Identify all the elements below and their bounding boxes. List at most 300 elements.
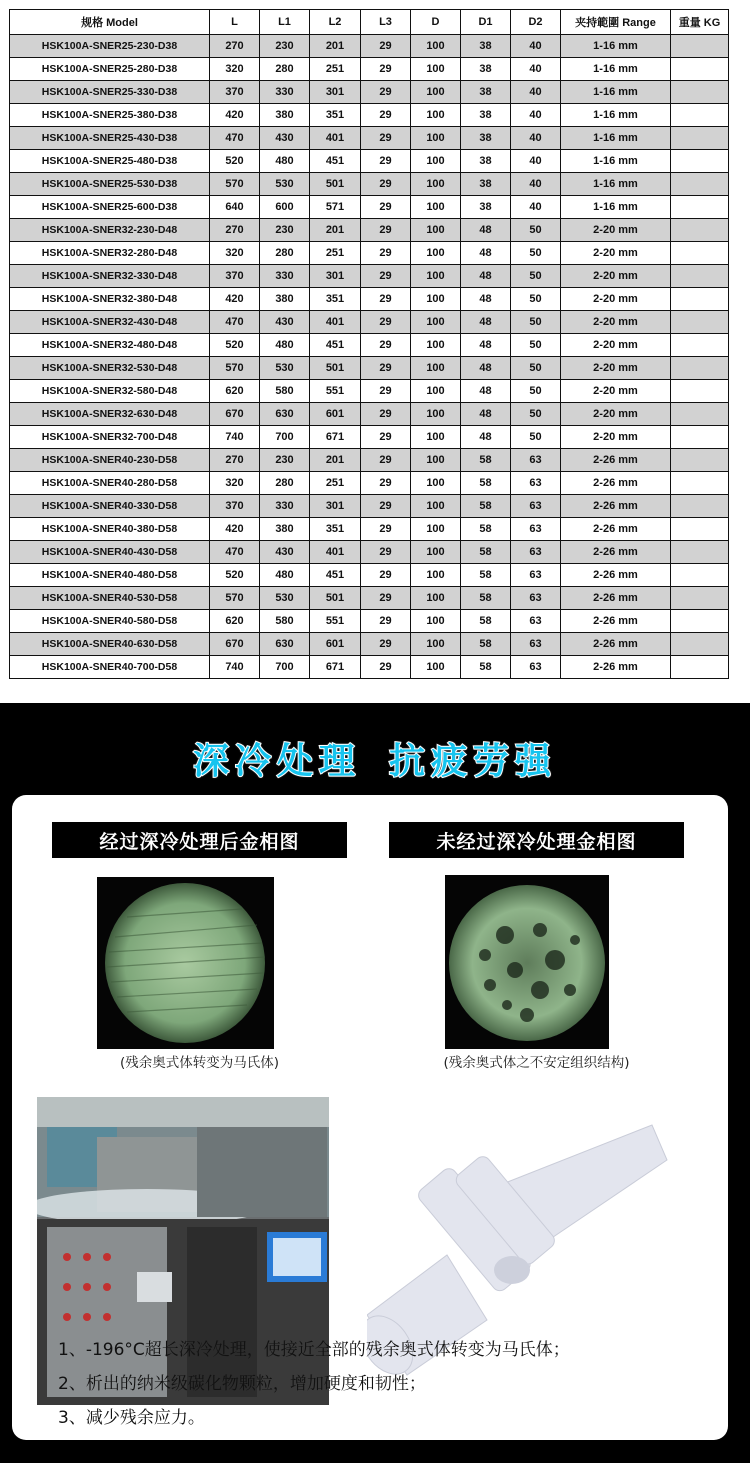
table-cell: 2-26 mm	[561, 449, 671, 472]
table-row	[10, 311, 729, 334]
table-cell: 620	[210, 610, 260, 633]
table-cell: 201	[310, 35, 361, 58]
table-cell: 58	[461, 656, 511, 679]
table-cell	[671, 58, 729, 81]
table-row	[10, 610, 729, 633]
table-cell: 2-20 mm	[561, 242, 671, 265]
table-cell: 100	[411, 58, 461, 81]
table-cell	[671, 426, 729, 449]
table-cell: 29	[361, 633, 411, 656]
table-cell: 1-16 mm	[561, 127, 671, 150]
table-cell: 270	[210, 449, 260, 472]
table-cell: 251	[310, 242, 361, 265]
table-cell: 48	[461, 265, 511, 288]
model-cell: HSK100A-SNER40-580-D58	[10, 610, 210, 633]
table-cell: 670	[210, 633, 260, 656]
table-cell: 301	[310, 81, 361, 104]
table-cell	[671, 81, 729, 104]
table-cell: 29	[361, 449, 411, 472]
table-cell	[671, 564, 729, 587]
table-cell: 63	[511, 633, 561, 656]
table-cell: 1-16 mm	[561, 196, 671, 219]
table-cell: 100	[411, 656, 461, 679]
column-header: D2	[511, 10, 561, 35]
table-cell: 38	[461, 35, 511, 58]
column-header: L3	[361, 10, 411, 35]
table-cell: 380	[260, 104, 310, 127]
table-cell: 38	[461, 196, 511, 219]
table-cell: 38	[461, 104, 511, 127]
table-cell: 58	[461, 541, 511, 564]
table-cell: 100	[411, 127, 461, 150]
table-cell: 330	[260, 495, 310, 518]
table-cell: 700	[260, 656, 310, 679]
table-cell	[671, 656, 729, 679]
table-cell: 40	[511, 127, 561, 150]
table-cell: 100	[411, 242, 461, 265]
table-row	[10, 587, 729, 610]
table-cell: 58	[461, 610, 511, 633]
table-cell: 40	[511, 35, 561, 58]
table-cell: 280	[260, 58, 310, 81]
table-row	[10, 426, 729, 449]
model-cell: HSK100A-SNER32-530-D48	[10, 357, 210, 380]
table-cell: 330	[260, 81, 310, 104]
table-cell: 48	[461, 311, 511, 334]
table-cell: 50	[511, 288, 561, 311]
model-cell: HSK100A-SNER40-630-D58	[10, 633, 210, 656]
table-cell: 530	[260, 357, 310, 380]
table-cell: 380	[260, 288, 310, 311]
table-cell: 420	[210, 518, 260, 541]
table-row	[10, 150, 729, 173]
table-cell: 430	[260, 127, 310, 150]
table-cell: 100	[411, 196, 461, 219]
headline-left: 深冷处理	[192, 741, 361, 782]
table-cell: 58	[461, 587, 511, 610]
table-cell: 100	[411, 403, 461, 426]
table-row	[10, 35, 729, 58]
table-cell: 63	[511, 587, 561, 610]
model-cell: HSK100A-SNER40-480-D58	[10, 564, 210, 587]
table-cell: 29	[361, 219, 411, 242]
table-cell: 2-26 mm	[561, 541, 671, 564]
model-cell: HSK100A-SNER32-700-D48	[10, 426, 210, 449]
table-row	[10, 196, 729, 219]
table-cell: 29	[361, 472, 411, 495]
table-body	[10, 35, 729, 679]
table-cell: 451	[310, 564, 361, 587]
model-cell: HSK100A-SNER40-430-D58	[10, 541, 210, 564]
table-cell: 29	[361, 196, 411, 219]
table-cell: 40	[511, 81, 561, 104]
table-row	[10, 633, 729, 656]
table-row	[10, 564, 729, 587]
table-cell: 551	[310, 610, 361, 633]
table-cell: 100	[411, 173, 461, 196]
table-cell	[671, 173, 729, 196]
table-cell: 50	[511, 265, 561, 288]
table-cell: 48	[461, 288, 511, 311]
table-cell: 301	[310, 495, 361, 518]
untreated-micrograph	[445, 875, 609, 1049]
model-cell: HSK100A-SNER25-330-D38	[10, 81, 210, 104]
table-cell: 50	[511, 219, 561, 242]
table-cell: 29	[361, 35, 411, 58]
model-cell: HSK100A-SNER32-280-D48	[10, 242, 210, 265]
column-header: 规格 Model	[10, 10, 210, 35]
table-cell: 530	[260, 173, 310, 196]
table-cell	[671, 449, 729, 472]
table-cell: 351	[310, 518, 361, 541]
table-cell: 48	[461, 380, 511, 403]
table-row	[10, 357, 729, 380]
table-cell: 40	[511, 196, 561, 219]
table-cell: 100	[411, 311, 461, 334]
table-cell	[671, 311, 729, 334]
table-cell: 100	[411, 564, 461, 587]
column-header: D1	[461, 10, 511, 35]
table-cell: 470	[210, 541, 260, 564]
table-cell: 520	[210, 150, 260, 173]
table-cell: 40	[511, 150, 561, 173]
table-cell: 280	[260, 472, 310, 495]
table-cell	[671, 104, 729, 127]
table-cell: 29	[361, 564, 411, 587]
table-cell: 100	[411, 633, 461, 656]
table-cell: 58	[461, 518, 511, 541]
table-cell: 29	[361, 242, 411, 265]
table-cell: 2-26 mm	[561, 587, 671, 610]
table-cell: 570	[210, 173, 260, 196]
table-cell: 2-20 mm	[561, 219, 671, 242]
table-cell: 58	[461, 472, 511, 495]
feature-item: 2、析出的纳米级碳化物颗粒，增加硬度和韧性；	[58, 1374, 426, 1394]
table-cell: 100	[411, 150, 461, 173]
model-cell: HSK100A-SNER40-230-D58	[10, 449, 210, 472]
table-cell: 401	[310, 127, 361, 150]
model-cell: HSK100A-SNER32-380-D48	[10, 288, 210, 311]
table-cell: 2-20 mm	[561, 265, 671, 288]
table-cell: 601	[310, 633, 361, 656]
table-cell: 1-16 mm	[561, 35, 671, 58]
table-cell: 630	[260, 633, 310, 656]
table-cell: 50	[511, 357, 561, 380]
table-cell: 29	[361, 311, 411, 334]
table-cell: 48	[461, 219, 511, 242]
table-cell: 50	[511, 380, 561, 403]
table-cell: 100	[411, 35, 461, 58]
table-cell: 700	[260, 426, 310, 449]
table-cell: 29	[361, 656, 411, 679]
table-cell: 480	[260, 334, 310, 357]
table-cell	[671, 242, 729, 265]
table-cell: 570	[210, 587, 260, 610]
table-cell: 100	[411, 426, 461, 449]
table-cell: 420	[210, 104, 260, 127]
table-cell: 601	[310, 403, 361, 426]
table-cell	[671, 587, 729, 610]
table-cell: 29	[361, 380, 411, 403]
model-cell: HSK100A-SNER32-580-D48	[10, 380, 210, 403]
table-cell	[671, 610, 729, 633]
table-cell: 2-26 mm	[561, 610, 671, 633]
table-cell: 100	[411, 518, 461, 541]
feature-list	[58, 1333, 570, 1435]
table-cell: 29	[361, 150, 411, 173]
table-cell: 100	[411, 449, 461, 472]
feature-item: 3、减少残余应力。	[58, 1408, 205, 1428]
table-cell: 29	[361, 58, 411, 81]
model-cell: HSK100A-SNER40-380-D58	[10, 518, 210, 541]
table-cell: 451	[310, 334, 361, 357]
untreated-label: 未经过深冷处理金相图	[389, 822, 684, 858]
table-row	[10, 656, 729, 679]
feature-item: 1、-196°C超长深冷处理，使接近全部的残余奥式体转变为马氏体；	[58, 1340, 570, 1360]
headline	[0, 733, 750, 784]
model-cell: HSK100A-SNER32-330-D48	[10, 265, 210, 288]
table-cell: 29	[361, 81, 411, 104]
table-cell: 600	[260, 196, 310, 219]
table-row	[10, 472, 729, 495]
table-cell: 2-20 mm	[561, 426, 671, 449]
table-row	[10, 541, 729, 564]
table-cell	[671, 265, 729, 288]
table-row	[10, 288, 729, 311]
table-cell: 230	[260, 35, 310, 58]
table-cell: 50	[511, 403, 561, 426]
table-cell: 100	[411, 219, 461, 242]
table-cell: 251	[310, 58, 361, 81]
model-cell: HSK100A-SNER25-230-D38	[10, 35, 210, 58]
table-cell: 29	[361, 587, 411, 610]
table-cell	[671, 633, 729, 656]
column-header: 重量 KG	[671, 10, 729, 35]
cryogenic-section	[0, 703, 750, 1463]
table-cell: 38	[461, 58, 511, 81]
model-cell: HSK100A-SNER25-530-D38	[10, 173, 210, 196]
column-header: L2	[310, 10, 361, 35]
table-cell: 280	[260, 242, 310, 265]
table-row	[10, 58, 729, 81]
table-cell: 580	[260, 610, 310, 633]
table-cell: 1-16 mm	[561, 104, 671, 127]
model-cell: HSK100A-SNER40-700-D58	[10, 656, 210, 679]
table-cell: 29	[361, 127, 411, 150]
table-cell: 420	[210, 288, 260, 311]
table-cell: 29	[361, 426, 411, 449]
table-cell: 48	[461, 357, 511, 380]
table-cell	[671, 288, 729, 311]
table-row	[10, 265, 729, 288]
table-cell: 29	[361, 518, 411, 541]
table-cell: 251	[310, 472, 361, 495]
table-cell	[671, 35, 729, 58]
table-cell: 29	[361, 288, 411, 311]
table-cell: 63	[511, 518, 561, 541]
table-cell: 571	[310, 196, 361, 219]
table-cell: 2-26 mm	[561, 518, 671, 541]
table-cell: 63	[511, 656, 561, 679]
table-cell: 401	[310, 311, 361, 334]
table-cell: 320	[210, 472, 260, 495]
table-cell: 100	[411, 334, 461, 357]
table-cell: 670	[210, 403, 260, 426]
table-cell: 2-20 mm	[561, 288, 671, 311]
model-cell: HSK100A-SNER25-280-D38	[10, 58, 210, 81]
table-cell: 270	[210, 219, 260, 242]
table-row	[10, 219, 729, 242]
table-cell: 50	[511, 334, 561, 357]
table-cell: 671	[310, 426, 361, 449]
table-cell: 100	[411, 265, 461, 288]
table-cell	[671, 541, 729, 564]
table-cell: 2-26 mm	[561, 633, 671, 656]
table-cell: 63	[511, 610, 561, 633]
table-cell	[671, 127, 729, 150]
table-cell: 470	[210, 127, 260, 150]
table-cell: 580	[260, 380, 310, 403]
table-cell: 2-20 mm	[561, 311, 671, 334]
table-cell: 48	[461, 242, 511, 265]
column-header: 夹持範圍 Range	[561, 10, 671, 35]
table-cell: 451	[310, 150, 361, 173]
table-cell: 100	[411, 587, 461, 610]
column-header: D	[411, 10, 461, 35]
table-cell: 301	[310, 265, 361, 288]
table-cell: 201	[310, 219, 361, 242]
table-cell: 48	[461, 403, 511, 426]
table-row	[10, 242, 729, 265]
table-row	[10, 380, 729, 403]
table-cell: 530	[260, 587, 310, 610]
table-cell: 40	[511, 58, 561, 81]
table-cell: 520	[210, 334, 260, 357]
table-cell: 430	[260, 541, 310, 564]
table-cell: 58	[461, 564, 511, 587]
headline-right: 抗疲劳强	[389, 741, 558, 782]
model-cell: HSK100A-SNER40-280-D58	[10, 472, 210, 495]
table-cell: 63	[511, 449, 561, 472]
table-cell: 1-16 mm	[561, 58, 671, 81]
table-row	[10, 449, 729, 472]
model-cell: HSK100A-SNER32-630-D48	[10, 403, 210, 426]
table-cell: 50	[511, 311, 561, 334]
table-cell: 38	[461, 127, 511, 150]
table-cell	[671, 357, 729, 380]
table-cell: 2-26 mm	[561, 564, 671, 587]
table-cell: 29	[361, 610, 411, 633]
table-cell	[671, 219, 729, 242]
table-cell	[671, 380, 729, 403]
untreated-caption: (残余奥式体之不安定组织结构)	[443, 1055, 630, 1071]
table-cell	[671, 150, 729, 173]
table-cell: 38	[461, 81, 511, 104]
table-cell: 671	[310, 656, 361, 679]
table-cell: 501	[310, 357, 361, 380]
table-cell: 2-20 mm	[561, 357, 671, 380]
table-cell: 29	[361, 403, 411, 426]
table-cell: 63	[511, 564, 561, 587]
table-cell: 100	[411, 288, 461, 311]
table-cell: 48	[461, 426, 511, 449]
spec-section	[0, 0, 750, 700]
table-row	[10, 127, 729, 150]
table-cell: 2-20 mm	[561, 403, 671, 426]
table-cell: 551	[310, 380, 361, 403]
table-cell: 29	[361, 104, 411, 127]
table-cell	[671, 472, 729, 495]
table-cell: 370	[210, 81, 260, 104]
treated-caption: (残余奥式体转变为马氏体)	[119, 1055, 280, 1071]
table-cell: 40	[511, 173, 561, 196]
model-cell: HSK100A-SNER32-430-D48	[10, 311, 210, 334]
table-cell: 29	[361, 541, 411, 564]
table-cell: 620	[210, 380, 260, 403]
table-cell: 50	[511, 426, 561, 449]
treated-label: 经过深冷处理后金相图	[52, 822, 347, 858]
table-cell: 1-16 mm	[561, 150, 671, 173]
table-cell: 430	[260, 311, 310, 334]
table-cell: 501	[310, 173, 361, 196]
table-cell: 29	[361, 173, 411, 196]
table-cell: 501	[310, 587, 361, 610]
table-cell: 480	[260, 150, 310, 173]
table-cell	[671, 495, 729, 518]
table-cell	[671, 518, 729, 541]
table-cell: 63	[511, 495, 561, 518]
table-cell: 29	[361, 265, 411, 288]
table-cell: 2-26 mm	[561, 656, 671, 679]
table-cell: 370	[210, 495, 260, 518]
table-cell: 320	[210, 58, 260, 81]
table-cell: 201	[310, 449, 361, 472]
table-cell: 2-20 mm	[561, 334, 671, 357]
table-cell: 29	[361, 357, 411, 380]
table-cell: 50	[511, 242, 561, 265]
table-cell: 320	[210, 242, 260, 265]
table-cell: 740	[210, 656, 260, 679]
table-cell: 63	[511, 472, 561, 495]
table-cell: 570	[210, 357, 260, 380]
table-cell	[671, 196, 729, 219]
table-cell: 230	[260, 449, 310, 472]
table-cell: 38	[461, 173, 511, 196]
model-cell: HSK100A-SNER25-480-D38	[10, 150, 210, 173]
table-row	[10, 173, 729, 196]
table-cell: 351	[310, 288, 361, 311]
table-cell	[671, 403, 729, 426]
table-cell: 58	[461, 449, 511, 472]
table-cell: 1-16 mm	[561, 81, 671, 104]
table-cell: 2-26 mm	[561, 495, 671, 518]
table-cell: 520	[210, 564, 260, 587]
table-row	[10, 518, 729, 541]
model-cell: HSK100A-SNER40-330-D58	[10, 495, 210, 518]
table-cell: 100	[411, 104, 461, 127]
table-cell: 470	[210, 311, 260, 334]
column-header: L1	[260, 10, 310, 35]
table-cell: 58	[461, 633, 511, 656]
table-cell: 48	[461, 334, 511, 357]
table-cell: 29	[361, 495, 411, 518]
table-header-row	[10, 10, 729, 35]
model-cell: HSK100A-SNER32-230-D48	[10, 219, 210, 242]
table-cell: 100	[411, 610, 461, 633]
column-header: L	[210, 10, 260, 35]
treated-micrograph	[97, 877, 274, 1049]
table-row	[10, 403, 729, 426]
